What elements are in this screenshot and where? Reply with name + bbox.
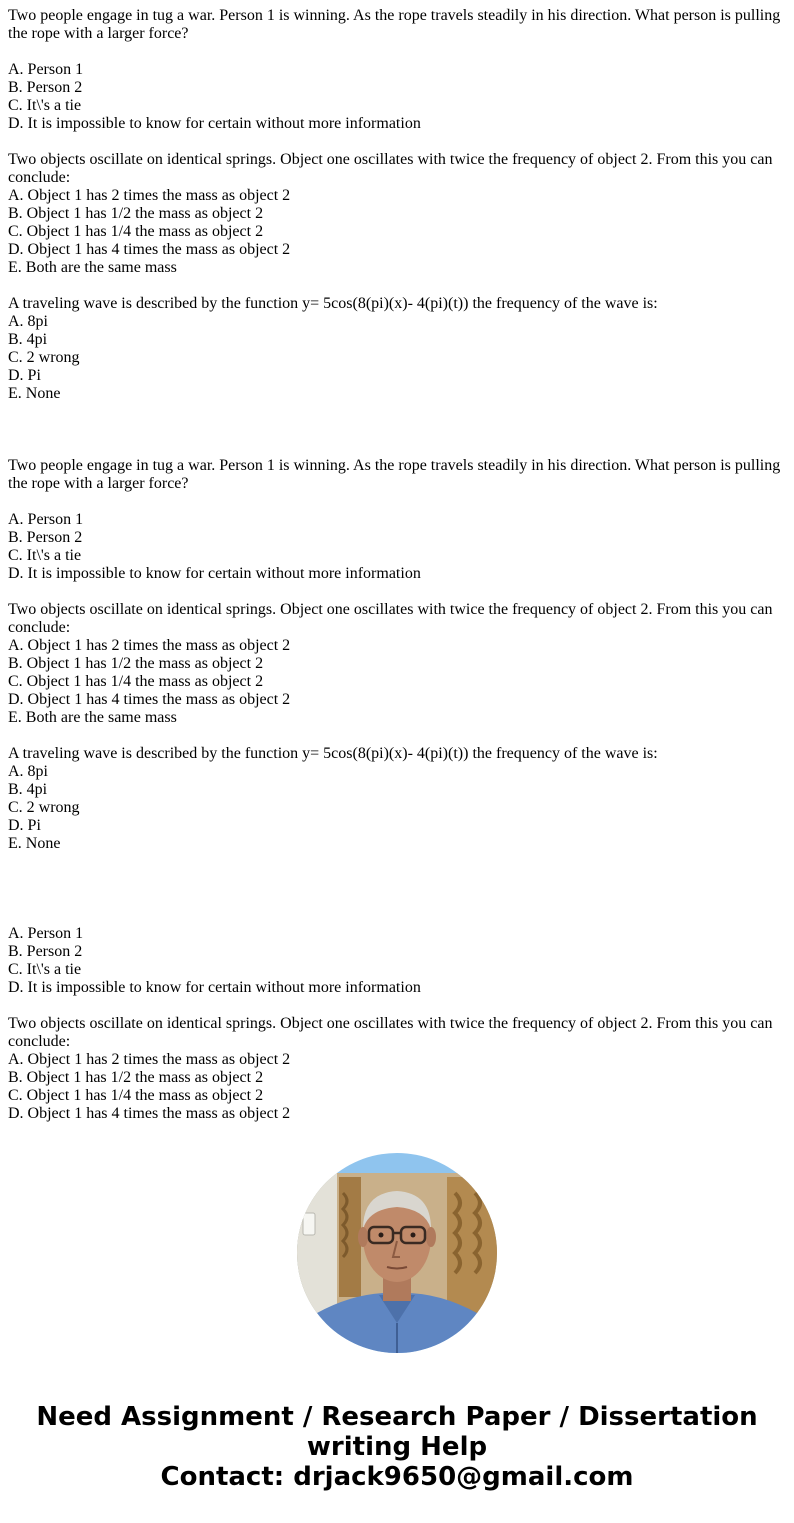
option-e: E. None [8, 835, 61, 852]
option-d: D. It is impossible to know for certain without more information [8, 979, 421, 996]
question-tug-of-war: Two people engage in tug a war. Person 1 is winning. As the rope travels steadily in his direction. What person is pulling the rope with a larger force? [8, 7, 781, 42]
option-e: E. Both are the same mass [8, 259, 177, 276]
option-a: A. Person 1 [8, 61, 84, 78]
question-springs: Two objects oscillate on identical springs. Object one oscillates with twice the frequency of object 2. From this you can conclude: [8, 1015, 773, 1050]
option-a: A. 8pi [8, 313, 48, 330]
option-c: C. It\'s a tie [8, 97, 82, 114]
option-b: B. Object 1 has 1/2 the mass as object 2 [8, 655, 264, 672]
question-traveling-wave: A traveling wave is described by the function y= 5cos(8(pi)(x)- 4(pi)(t)) the frequency of the wave is: [8, 745, 658, 762]
option-d: D. Object 1 has 4 times the mass as object 2 [8, 241, 291, 258]
option-c: C. Object 1 has 1/4 the mass as object 2 [8, 673, 264, 690]
footer-subline: writing Help [306, 1432, 488, 1462]
option-b: B. 4pi [8, 331, 48, 348]
question-springs: Two objects oscillate on identical springs. Object one oscillates with twice the frequency of object 2. From this you can conclude: [8, 601, 773, 636]
option-a: A. Person 1 [8, 925, 84, 942]
author-avatar [297, 1153, 497, 1353]
option-d: D. Object 1 has 4 times the mass as object 2 [8, 691, 291, 708]
option-d: D. Pi [8, 817, 41, 834]
option-a: A. Object 1 has 2 times the mass as object 2 [8, 637, 291, 654]
question-block-3 [8, 925, 786, 1123]
option-a: A. Object 1 has 2 times the mass as object 2 [8, 1051, 291, 1068]
option-a: A. 8pi [8, 763, 48, 780]
help-contact-footer [0, 1402, 794, 1492]
option-b: B. Person 2 [8, 79, 83, 96]
option-c: C. Object 1 has 1/4 the mass as object 2 [8, 223, 264, 240]
option-a: A. Person 1 [8, 511, 84, 528]
option-b: B. Object 1 has 1/2 the mass as object 2 [8, 205, 264, 222]
footer-contact-email: Contact: drjack9650@gmail.com [160, 1462, 634, 1492]
option-e: E. Both are the same mass [8, 709, 177, 726]
option-c: C. 2 wrong [8, 799, 80, 816]
option-d: D. It is impossible to know for certain without more information [8, 565, 421, 582]
option-b: B. 4pi [8, 781, 48, 798]
option-c: C. Object 1 has 1/4 the mass as object 2 [8, 1087, 264, 1104]
option-e: E. None [8, 385, 61, 402]
option-d: D. Object 1 has 4 times the mass as object 2 [8, 1105, 291, 1122]
option-b: B. Object 1 has 1/2 the mass as object 2 [8, 1069, 264, 1086]
option-c: C. It\'s a tie [8, 547, 82, 564]
option-b: B. Person 2 [8, 529, 83, 546]
option-d: D. It is impossible to know for certain without more information [8, 115, 421, 132]
question-traveling-wave: A traveling wave is described by the function y= 5cos(8(pi)(x)- 4(pi)(t)) the frequency of the wave is: [8, 295, 658, 312]
footer-headline: Need Assignment / Research Paper / Dissertation [36, 1402, 758, 1432]
document-body [8, 7, 786, 1123]
question-springs: Two objects oscillate on identical springs. Object one oscillates with twice the frequency of object 2. From this you can conclude: [8, 151, 773, 186]
option-b: B. Person 2 [8, 943, 83, 960]
question-block-1 [8, 7, 786, 403]
option-c: C. It\'s a tie [8, 961, 82, 978]
question-tug-of-war: Two people engage in tug a war. Person 1 is winning. As the rope travels steadily in his direction. What person is pulling the rope with a larger force? [8, 457, 781, 492]
question-block-2 [8, 457, 786, 853]
option-c: C. 2 wrong [8, 349, 80, 366]
option-a: A. Object 1 has 2 times the mass as object 2 [8, 187, 291, 204]
avatar-portrait-image [297, 1153, 497, 1353]
option-d: D. Pi [8, 367, 41, 384]
